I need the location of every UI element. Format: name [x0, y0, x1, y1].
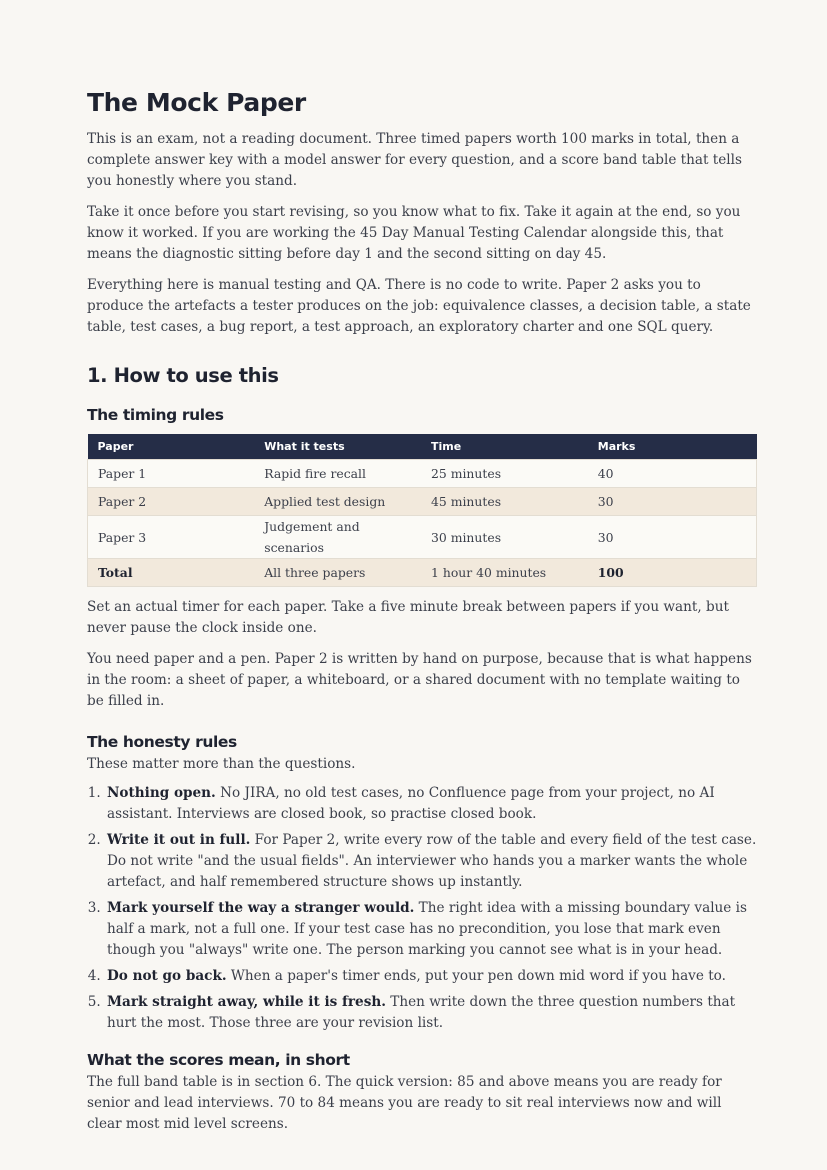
table-cell: All three papers — [254, 559, 421, 587]
column-header: Time — [431, 440, 462, 453]
rule-title: Mark yourself the way a stranger would. — [107, 900, 415, 916]
rule-text: Then write down the three question numbers that hurt the most. Those three are your revision list. — [107, 994, 736, 1031]
rule-text: The right idea with a missing boundary value is half a mark, not a full one. If your test case has no precondition, you lose that mark even though you "always" write one. The person marking you cannot see what is in your head. — [107, 900, 747, 958]
table-cell: Total — [88, 559, 255, 587]
timing-table — [87, 434, 757, 587]
table-row — [88, 460, 757, 488]
intro-paragraph: This is an exam, not a reading document. Three timed papers worth 100 marks in total, then a complete answer key with a model answer for every question, and a score band table that tells you honestly where you stand. — [87, 131, 742, 189]
table-cell: 30 — [588, 488, 757, 516]
table-cell: 30 — [588, 516, 757, 559]
body-paragraph: The full band table is in section 6. The quick version: 85 and above means you are ready for senior and lead interviews. 70 to 84 means you are ready to sit real interviews now and will clear most mid level screens. — [87, 1074, 722, 1132]
table-cell: 40 — [588, 460, 757, 488]
list-item — [105, 783, 757, 825]
intro-paragraph: Take it once before you start revising, so you know what to fix. Take it again at the end, so you know it worked. If you are working the 45 Day Manual Testing Calendar alongside this, that means the diagnostic sitting before day 1 and the second sitting on day 45. — [87, 204, 741, 262]
table-cell: Applied test design — [254, 488, 421, 516]
table-total-row — [88, 559, 757, 587]
table-cell: Paper 3 — [88, 516, 255, 559]
column-header: Marks — [597, 440, 636, 453]
list-item — [105, 992, 757, 1034]
table-cell: Paper 1 — [88, 460, 255, 488]
intro-paragraph: Everything here is manual testing and QA. There is no code to write. Paper 2 asks you to produce the artefacts a tester produces on the job: equivalence classes, a decision table, a state table, test cases, a bug report, a test approach, an exploratory charter and one SQL query. — [87, 277, 751, 335]
rule-text: When a paper's timer ends, put your pen down mid word if you have to. — [226, 968, 726, 984]
list-item — [105, 898, 757, 961]
body-paragraph: You need paper and a pen. Paper 2 is written by hand on purpose, because that is what happens in the room: a sheet of paper, a whiteboard, or a shared document with no template waiting to be filled in. — [87, 651, 752, 709]
table-cell: 30 minutes — [421, 516, 588, 559]
table-cell: 100 — [588, 559, 757, 587]
subsection-heading-scores: What the scores mean, in short — [87, 1051, 350, 1069]
subsection-heading-honesty: The honesty rules — [87, 733, 237, 751]
list-item — [105, 830, 757, 893]
table-cell: Paper 2 — [88, 488, 255, 516]
page-title: The Mock Paper — [87, 88, 306, 117]
document-page — [87, 86, 757, 1145]
body-paragraph: Set an actual timer for each paper. Take a five minute break between papers if you want, but never pause the clock inside one. — [87, 599, 729, 636]
rule-text: For Paper 2, write every row of the table and every field of the test case. Do not write "and the usual fields". An interviewer who hands you a marker wants the whole artefact, and half remembered structure shows up instantly. — [107, 832, 757, 890]
section-heading: 1. How to use this — [87, 364, 279, 387]
table-row — [88, 516, 757, 559]
column-header: What it tests — [264, 440, 345, 453]
rule-title: Mark straight away, while it is fresh. — [107, 994, 386, 1010]
body-paragraph: These matter more than the questions. — [87, 756, 356, 772]
table-cell: 1 hour 40 minutes — [421, 559, 588, 587]
subsection-heading-timing: The timing rules — [87, 406, 224, 424]
column-header: Paper — [97, 440, 134, 453]
rule-title: Do not go back. — [107, 968, 227, 984]
table-cell: Judgement and scenarios — [254, 516, 421, 559]
table-header-row — [88, 434, 757, 460]
table-cell: 45 minutes — [421, 488, 588, 516]
list-item — [105, 966, 757, 987]
honesty-rules-list — [87, 783, 757, 1034]
rule-title: Write it out in full. — [107, 832, 251, 848]
rule-title: Nothing open. — [107, 785, 216, 801]
table-cell: 25 minutes — [421, 460, 588, 488]
table-row — [88, 488, 757, 516]
rule-text: No JIRA, no old test cases, no Confluence page from your project, no AI assistant. Interviews are closed book, so practise closed book. — [107, 785, 715, 822]
table-cell: Rapid fire recall — [254, 460, 421, 488]
